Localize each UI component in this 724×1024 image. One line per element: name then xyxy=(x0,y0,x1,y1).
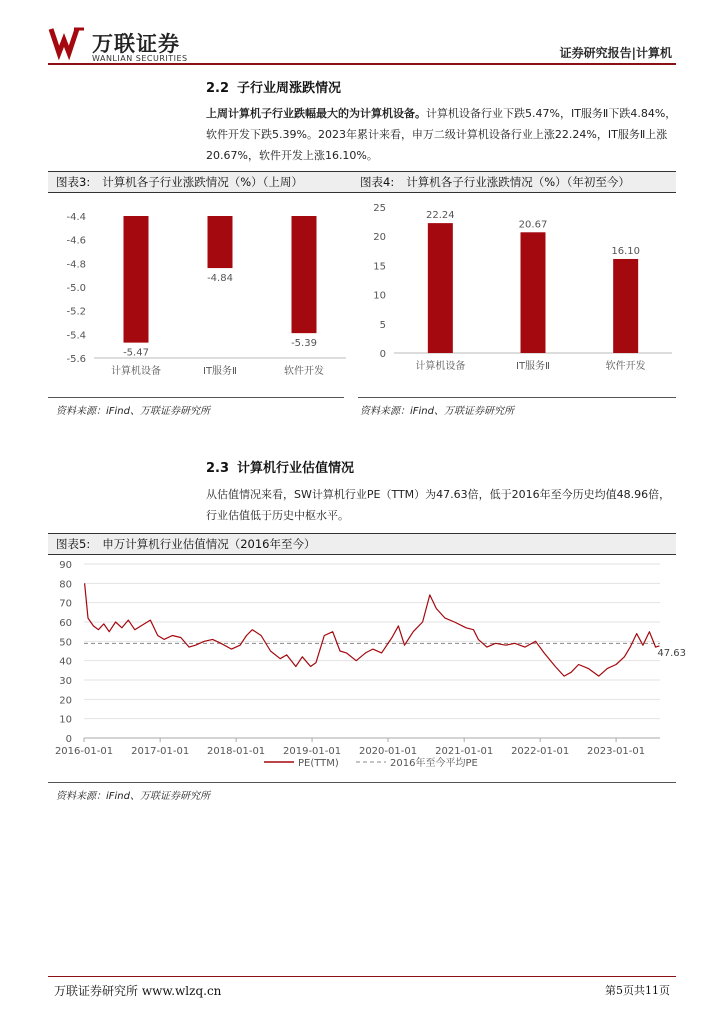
brand-name-en: WANLIAN SECURITIES xyxy=(92,54,188,63)
figure-3-source: 资料来源：iFind、万联证券研究所 xyxy=(56,406,210,417)
section-title: 计算机行业估值情况 xyxy=(237,461,355,476)
x-tick-label: 2016-01-01 xyxy=(54,746,114,757)
x-tick-label: 2022-01-01 xyxy=(511,746,570,757)
figure-label: 图表3: xyxy=(56,175,91,189)
x-category-label: 计算机设备 xyxy=(111,366,161,377)
y-tick-label: 20 xyxy=(59,695,72,707)
x-category-label: IT服务Ⅱ xyxy=(516,361,550,372)
y-tick-label: 25 xyxy=(373,203,386,214)
pe-end-value-label: 47.63 xyxy=(657,647,687,659)
x-tick-label: 2019-01-01 xyxy=(283,746,342,757)
section-number: 2.3 xyxy=(206,461,230,476)
y-tick-label: 10 xyxy=(373,290,386,302)
bar-value-label: -4.84 xyxy=(207,273,233,285)
figure-3-rule xyxy=(48,397,344,398)
header-rule xyxy=(48,63,676,65)
y-tick-label: 60 xyxy=(59,618,72,629)
footer-page-number: 第5页共11页 xyxy=(605,984,670,997)
bar-value-label: -5.39 xyxy=(291,338,317,350)
figure-5-rule xyxy=(48,782,676,783)
bar xyxy=(124,216,149,343)
figure-5-title xyxy=(56,536,315,552)
y-tick-label: 0 xyxy=(379,349,386,360)
footer-company: 万联证券研究所 www.wlzq.cn xyxy=(54,984,222,998)
bar xyxy=(613,259,638,353)
pe-ttm-line xyxy=(85,583,660,676)
y-tick-label: -5.4 xyxy=(66,330,86,342)
figure-4-rule xyxy=(358,397,676,398)
weekly-change-bar-chart xyxy=(48,194,348,384)
bar xyxy=(292,216,317,333)
brand-name-cn: 万联证券 xyxy=(92,32,180,56)
section-number: 2.2 xyxy=(206,81,230,96)
x-category-label: 软件开发 xyxy=(284,366,324,377)
figure-label: 图表4: xyxy=(360,175,395,189)
figure-3-title xyxy=(56,174,303,190)
figure-caption: 申万计算机行业估值情况（2016年至今） xyxy=(102,537,316,551)
legend-average-label: 2016年至今平均PE xyxy=(390,758,478,769)
figure-caption: 计算机各子行业涨跌情况（%）（年初至今） xyxy=(406,175,630,189)
bar-value-label: 22.24 xyxy=(426,210,455,222)
section-2-3-paragraph: 从估值情况来看，SW计算机行业PE（TTM）为47.63倍，低于2016年至今历史均值48.96倍，行业估值低于历史中枢水平。 xyxy=(206,488,671,522)
y-tick-label: -5.0 xyxy=(66,283,86,294)
footer-rule xyxy=(48,976,676,977)
figure-4-source: 资料来源：iFind、万联证券研究所 xyxy=(360,406,514,417)
x-tick-label: 2018-01-01 xyxy=(207,746,266,757)
y-tick-label: 90 xyxy=(59,560,72,571)
y-tick-label: -5.6 xyxy=(66,354,86,365)
x-tick-label: 2021-01-01 xyxy=(435,746,494,757)
y-tick-label: 30 xyxy=(59,676,72,687)
section-2-2-paragraph xyxy=(206,103,678,166)
y-tick-label: 15 xyxy=(373,261,386,273)
bar-value-label: 20.67 xyxy=(518,219,548,231)
y-tick-label: -5.2 xyxy=(66,306,86,318)
figure-label: 图表5: xyxy=(56,537,91,551)
lead-sentence: 上周计算机子行业跌幅最大的为计算机设备。 xyxy=(206,107,426,120)
pe-valuation-line-chart xyxy=(48,556,687,776)
bar-value-label: -5.47 xyxy=(123,347,149,359)
bar xyxy=(428,223,453,353)
x-tick-label: 2023-01-01 xyxy=(587,746,646,757)
x-category-label: 计算机设备 xyxy=(415,361,466,372)
ytd-change-bar-chart xyxy=(354,194,676,384)
y-tick-label: 0 xyxy=(65,734,72,745)
y-tick-label: -4.6 xyxy=(66,235,86,247)
section-heading-2-3 xyxy=(206,457,354,476)
legend-pe-label: PE(TTM) xyxy=(298,758,339,769)
section-heading-2-2 xyxy=(206,77,341,96)
x-category-label: IT服务Ⅱ xyxy=(203,366,237,377)
x-tick-label: 2020-01-01 xyxy=(358,746,418,757)
paragraph-body: 计算机设备行业下跌5.47%，IT服务Ⅱ下跌4.84%，软件开发下跌5.39%。2023年累计来看，申万二级计算机设备行业上涨22.24%，IT服务Ⅱ上涨20.67%，软件开发上涨16.10%。 xyxy=(206,107,677,162)
y-tick-label: 50 xyxy=(59,637,72,649)
figure-4-title xyxy=(360,174,630,190)
bar xyxy=(208,216,233,268)
y-tick-label: 40 xyxy=(59,656,72,668)
bar xyxy=(521,232,546,353)
y-tick-label: 5 xyxy=(379,319,386,331)
bar-value-label: 16.10 xyxy=(611,245,640,257)
x-category-label: 软件开发 xyxy=(605,361,646,372)
y-tick-label: -4.4 xyxy=(66,212,86,223)
wanlian-logo-icon xyxy=(50,26,86,56)
y-tick-label: 80 xyxy=(59,579,72,591)
y-tick-label: 70 xyxy=(59,598,72,610)
y-tick-label: 20 xyxy=(373,232,386,244)
section-title: 子行业周涨跌情况 xyxy=(237,81,342,96)
x-tick-label: 2017-01-01 xyxy=(131,746,190,757)
figure-5-source: 资料来源：iFind、万联证券研究所 xyxy=(56,791,210,802)
figure-caption: 计算机各子行业涨跌情况（%）（上周） xyxy=(102,175,303,189)
report-category: 证券研究报告|计算机 xyxy=(559,46,672,60)
y-tick-label: -4.8 xyxy=(66,259,86,271)
y-tick-label: 10 xyxy=(59,714,72,726)
